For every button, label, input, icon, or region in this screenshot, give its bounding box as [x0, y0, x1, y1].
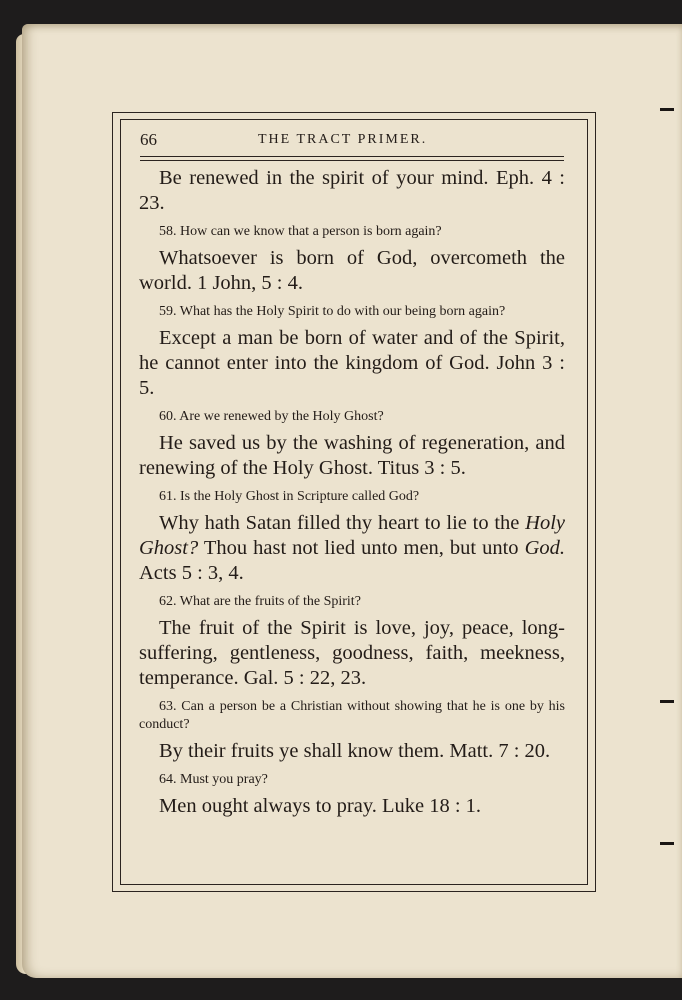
answer-segment: Thou hast not lied unto men, but unto	[198, 537, 525, 559]
header-rule	[140, 160, 564, 161]
answer-segment: Why hath Satan filled thy heart to lie to the	[159, 512, 526, 534]
question-text: 58. How can we know that a person is born again?	[159, 224, 442, 239]
question-text: 60. Are we renewed by the Holy Ghost?	[159, 409, 384, 424]
answer-text: Be renewed in the spirit of your mind. Eph. 4 : 23.	[139, 167, 565, 214]
question-text: 61. Is the Holy Ghost in Scripture called God?	[159, 489, 420, 504]
answer-text: He saved us by the washing of regeneration, and renewing of the Holy Ghost. Titus 3 : 5.	[139, 432, 565, 479]
page-number: 66	[140, 130, 157, 149]
answer-text: By their fruits ye shall know them. Matt. 7 : 20.	[159, 740, 551, 762]
page-marker	[660, 842, 674, 845]
question-text: 62. What are the fruits of the Spirit?	[159, 594, 361, 609]
answer-segment: Acts 5 : 3, 4.	[139, 562, 244, 584]
answer-text	[139, 511, 565, 586]
running-title: THE TRACT PRIMER.	[258, 132, 428, 147]
answer-text: Except a man be born of water and of the Spirit, he cannot enter into the kingdom of God. John 3 : 5.	[139, 327, 565, 399]
page-header	[140, 128, 566, 150]
question-text: 63. Can a person be a Christian without showing that he is one by his conduct?	[139, 699, 565, 732]
answer-italic: Holy Ghost?	[139, 512, 565, 559]
page-marker	[660, 108, 674, 111]
answer-text: Men ought always to pray. Luke 18 : 1.	[159, 795, 482, 817]
header-rule	[140, 156, 564, 157]
page-marker	[660, 700, 674, 703]
question-text: 64. Must you pray?	[159, 772, 268, 787]
answer-text: Whatsoever is born of God, overcometh the world. 1 John, 5 : 4.	[139, 247, 565, 294]
question-text: 59. What has the Holy Spirit to do with our being born again?	[159, 304, 506, 319]
answer-italic: God.	[524, 537, 565, 559]
answer-text: The fruit of the Spirit is love, joy, peace, long-suffering, gentleness, goodness, faith, meekness, temperance. Gal. 5 : 22, 23.	[139, 617, 565, 689]
page-content	[139, 166, 565, 819]
